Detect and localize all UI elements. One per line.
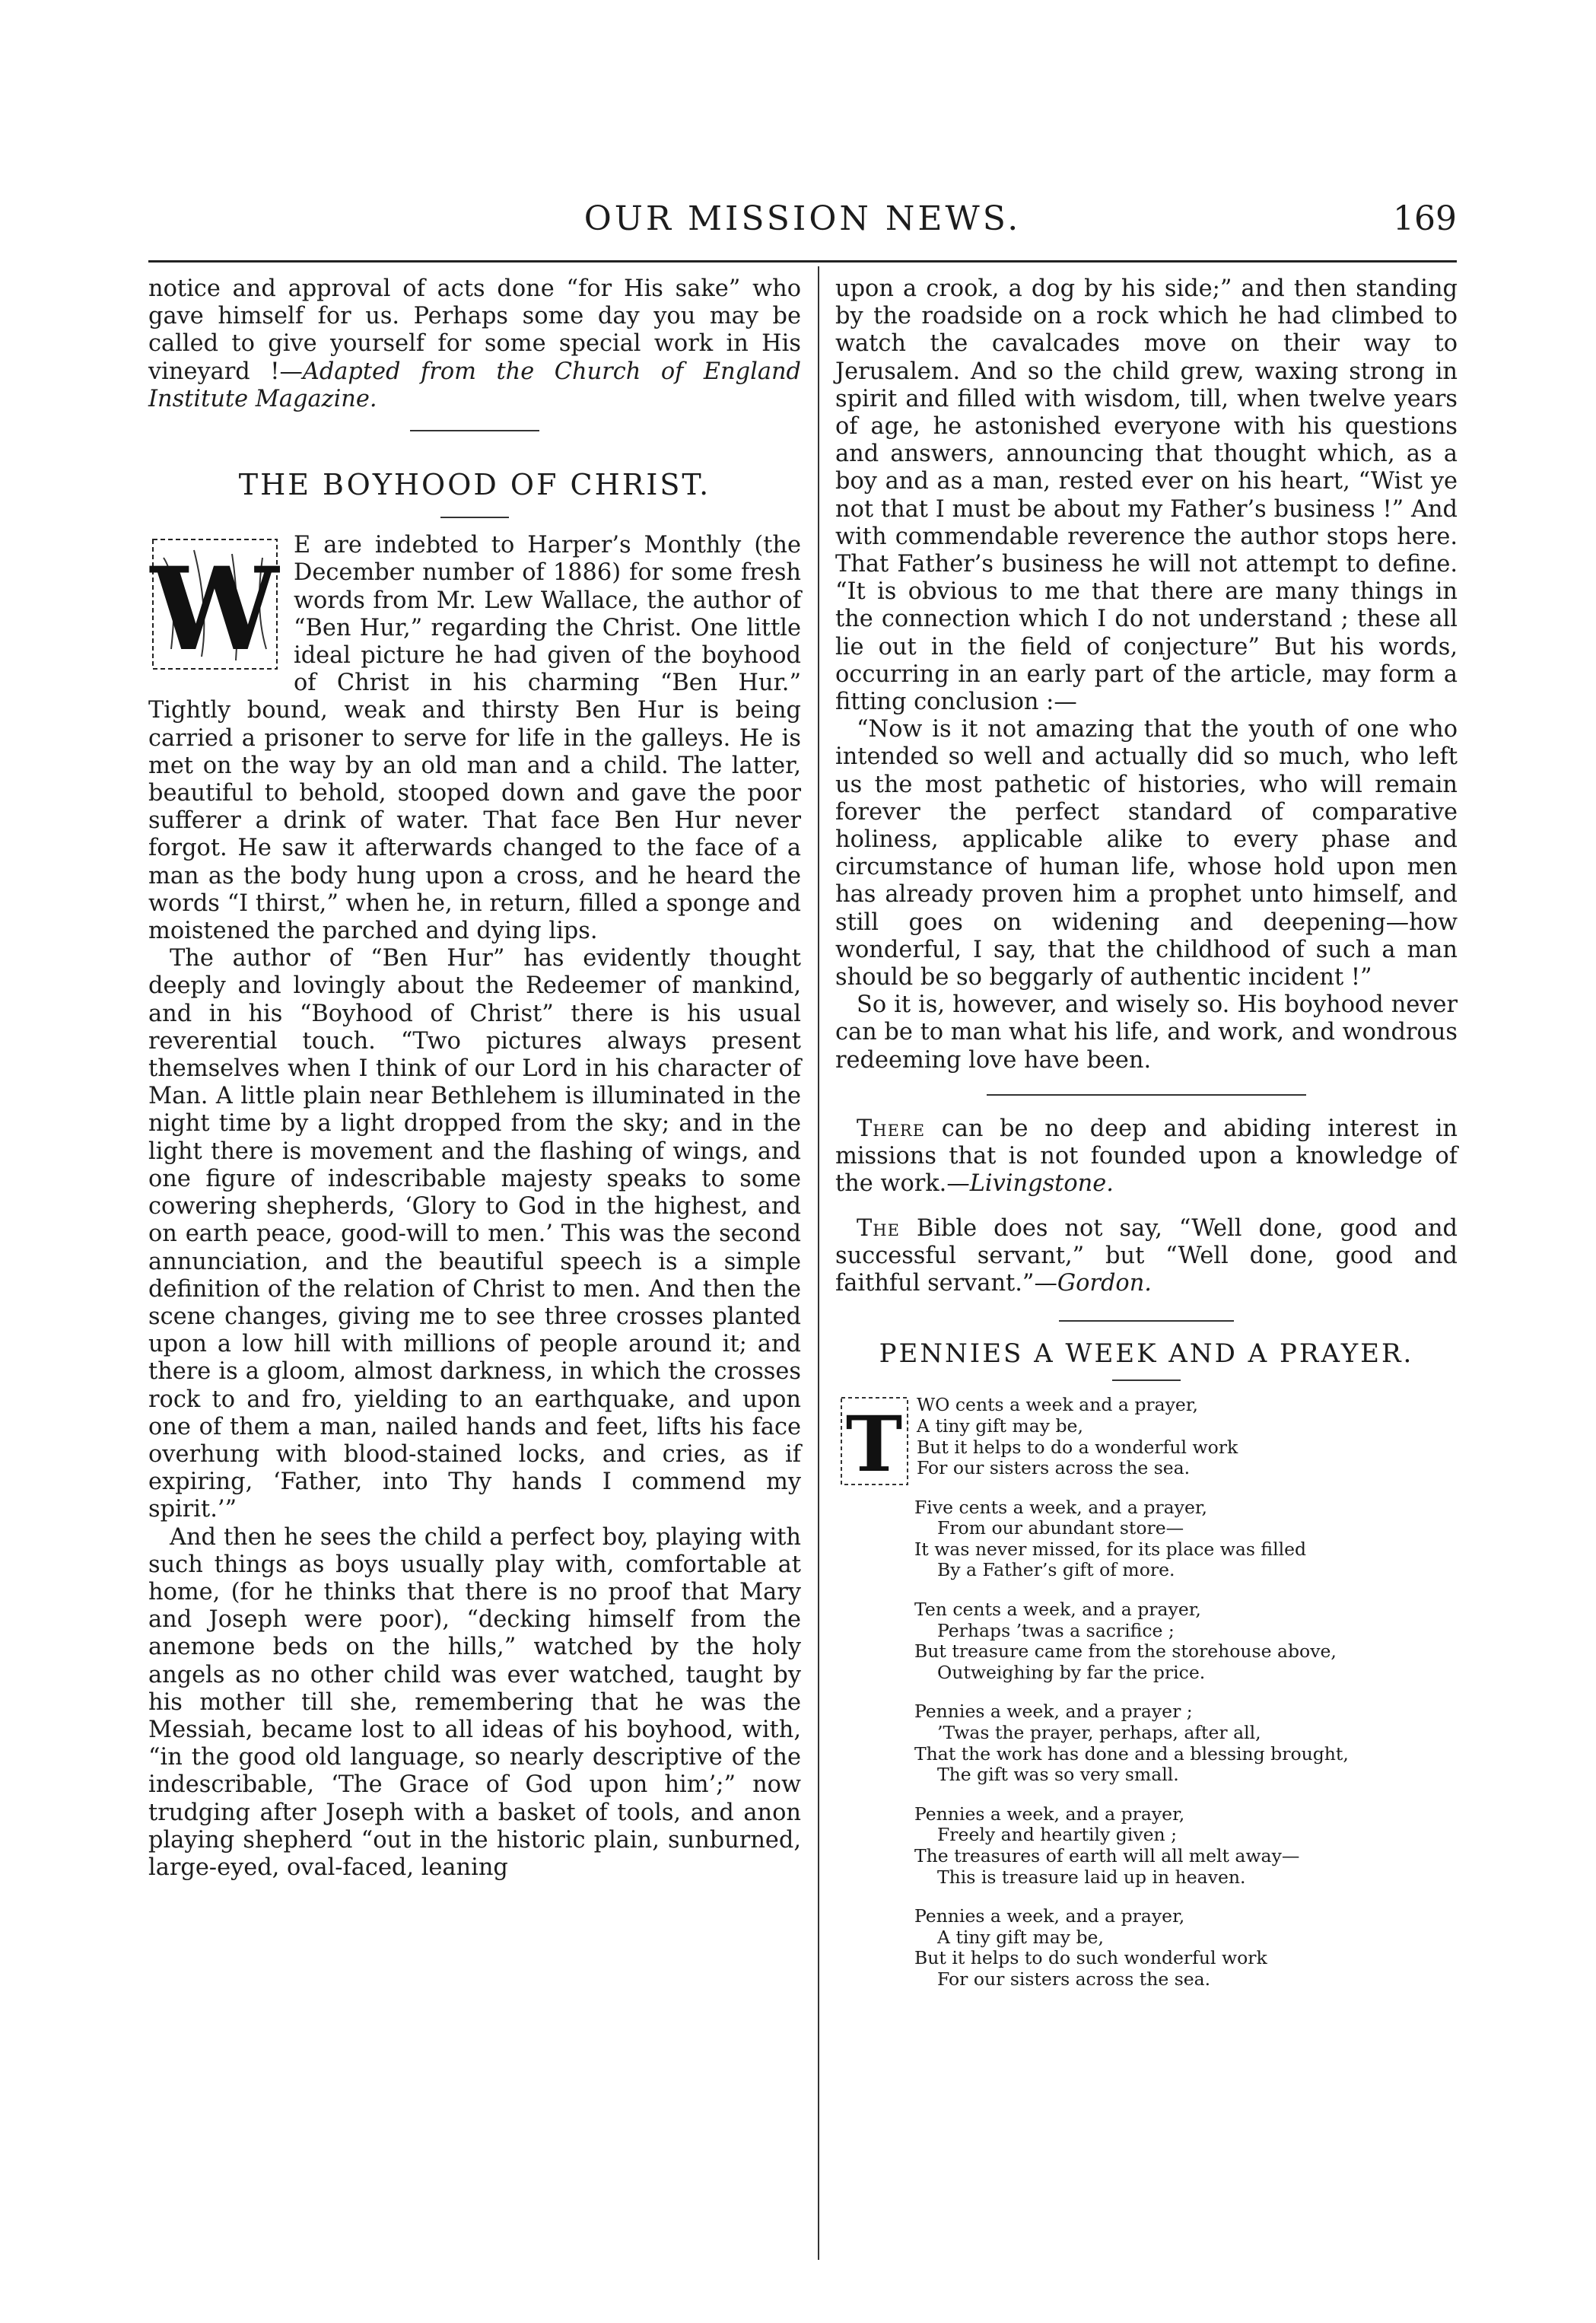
page-header <box>148 199 1457 251</box>
intro-credit: Adapted from the Church of England Institute Magazine. <box>148 358 802 412</box>
poem-line: The gift was so very small. <box>937 1764 1179 1786</box>
intro-text: notice and approval of acts done “for His sake” who gave himself for us. Perhaps some day you may be called to give yourself for some special work in His vineyard !— <box>148 275 801 385</box>
article-title: THE BOYHOOD OF CHRIST. <box>238 468 711 502</box>
poem-line: The treasures of earth will all melt away— <box>914 1845 1300 1866</box>
poem-line: A tiny gift may be, <box>917 1414 1083 1437</box>
dropcap-letter: W <box>150 543 279 674</box>
poem-dropcap <box>838 1395 911 1488</box>
poem-line: For our sisters across the sea. <box>937 1968 1211 1990</box>
dropcap-ornament-icon <box>148 535 281 673</box>
intro-paragraph <box>148 275 801 413</box>
poem-line: A tiny gift may be, <box>937 1926 1104 1948</box>
article-paragraph-2: The author of “Ben Hur” has evidently thought deeply and lovingly about the Redeemer of mankind, and in his “Boyhood of Christ” there is his usual reverential touch. “Two pictures always present themselves when I think of our Lord in his character of Man. A little plain near Bethlehem is illuminated in the night time by a light dropped from the sky; and in the light there is movement and the flashing of wings, and one figure of indescribable majesty speaks to some cowering shepherds, ‘Glory to God in the highest, and on earth peace, good-will to men.’ This was the second annunciation, and the beautiful speech is a simple definition of the relation of Christ to men. And then the scene changes, giving me to see three crosses planted upon a low hill with millions of people around it; and there is a gloom, almost darkness, in which the crosses rock to and fro, yielding to an earthquake, and upon one of them a man, nailed hands and feet, lifts his face overhung with blood-stained locks, and cries, as if expiring, ‘Father, into Thy hands I commend my spirit.’” <box>148 945 801 1523</box>
poem-line: Pennies a week, and a prayer, <box>914 1905 1185 1927</box>
poem-line: For our sisters across the sea. <box>917 1457 1191 1479</box>
poem-stanza <box>835 1701 1458 1785</box>
left-column <box>148 275 801 1882</box>
poem-line: By a Father’s gift of more. <box>937 1559 1175 1581</box>
poem-stanza <box>835 1599 1458 1683</box>
ornamental-dropcap <box>148 535 281 673</box>
poem-line: It was never missed, for its place was filled <box>914 1538 1307 1560</box>
article-paragraph-3: And then he sees the child a perfect boy, playing with such things as boys usually play with, comfortable at home, (for he thinks that there is no proof that Mary and Joseph were poor), “decking himself from the anemone beds on the hills,” watched by the holy angels as no other child was ever watched, taught by his mother till she, remembering that he was the Messiah, became lost to all ideas of his boyhood, with, “in the good old language, so nearly descriptive of the indescribable, ‘The Grace of God upon him’;” now trudging after Joseph with a basket of tools, and anon playing shepherd “out in the historic plain, sunburned, large-eyed, oval-faced, leaning <box>148 1523 801 1881</box>
title-rule <box>440 517 509 518</box>
poem-line: Freely and heartily given ; <box>937 1824 1178 1846</box>
poem-line: That the work has done and a blessing brought, <box>914 1742 1349 1765</box>
gordon-quote <box>835 1215 1458 1298</box>
poem-line: Five cents a week, and a prayer, <box>914 1496 1207 1518</box>
header-rule <box>148 260 1457 263</box>
quote-lead: The <box>857 1214 900 1242</box>
poem-line: But it helps to do a wonderful work <box>917 1436 1238 1458</box>
quote-lead: There <box>857 1115 926 1142</box>
poem-line: Outweighing by far the price. <box>937 1661 1206 1683</box>
closing-paragraph: So it is, however, and wisely so. His boyhood never can be to man what his life, and work, and wondrous redeeming love have been. <box>835 991 1458 1074</box>
column-divider <box>818 266 819 2260</box>
poem-stanza <box>835 1906 1458 1990</box>
poem-line: WO cents a week and a prayer, <box>917 1394 1198 1416</box>
poem-line: Pennies a week, and a prayer ; <box>914 1701 1193 1723</box>
poem-line: Pennies a week, and a prayer, <box>914 1803 1185 1825</box>
poem-stanza <box>835 1804 1458 1888</box>
poem <box>835 1395 1458 1990</box>
poem-line: Ten cents a week, and a prayer, <box>914 1599 1201 1621</box>
poem-line: Perhaps ’twas a sacrifice ; <box>937 1619 1175 1641</box>
quote-paragraph: “Now is it not amazing that the youth of one who intended so well and actually did so much, who left us the most pathetic of histories, who will remain forever the perfect standard of comparative holiness, applicable alike to every phase and circumstance of human life, whose hold upon men has already proven him a prophet unto himself, and still goes on widening and deepening—how wonderful, I say, that the childhood of such a man should be so beggarly of authentic incident !” <box>835 716 1458 991</box>
continued-paragraph: upon a crook, a dog by his side;” and then standing by the roadside on a rock which he had climbed to watch the cavalcades move on their way to Jerusalem. And so the child grew, waxing strong in spirit and filled with wisdom, till, when twelve years of age, he astonished everyone with his questions and answers, announcing that thought which, as a boy and as a man, rested ever on his heart, “Wist ye not that I must be about my Father’s business !” And with commendable reverence the author stops here. That Father’s business he will not attempt to define. “It is obvious to me that there are many things in the connection which I do not understand ; these all lie out in the field of conjecture” But his words, occurring in an early part of the article, may form a fitting conclusion :— <box>835 275 1458 716</box>
quote-text: can be no deep and abiding interest in missions that is not founded upon a knowledge of the work.— <box>835 1115 1458 1198</box>
quote-attribution: Livingstone. <box>969 1170 1114 1198</box>
poem-stanza <box>835 1395 1458 1478</box>
poem-line: But treasure came from the storehouse above, <box>914 1640 1337 1663</box>
quote-attribution: Gordon. <box>1057 1269 1152 1297</box>
poem-title-rule <box>1112 1379 1181 1381</box>
poem-line: ’Twas the prayer, perhaps, after all, <box>937 1722 1261 1744</box>
poem-line: But it helps to do such wonderful work <box>914 1947 1267 1969</box>
poem-rule <box>1059 1320 1234 1322</box>
quote-text: Bible does not say, “Well done, good and successful servant,” but “Well done, good and faithful servant.”— <box>835 1214 1458 1297</box>
page-number: 169 <box>1393 199 1457 238</box>
poem-stanza <box>835 1497 1458 1581</box>
right-column <box>835 275 1458 2009</box>
livingstone-quote <box>835 1115 1458 1198</box>
poem-dropcap-ornament-icon <box>838 1395 911 1488</box>
section-rule <box>410 430 539 431</box>
article-paragraph-1: E are indebted to Harper’s Monthly (the December number of 1886) for some fresh words from Mr. Lew Wallace, the author of “Ben Hur,” regarding the Christ. One little ideal picture he had given of the boyhood of Christ in his charming “Ben Hur.” Tightly bound, weak and thirsty Ben Hur is being carried a prisoner to serve for life in the galleys. He is met on the way by an old man and a child. The latter, beautiful to behold, stooped down and gave the poor sufferer a drink of water. That face Ben Hur never forgot. He saw it afterwards changed to the face of a man as the body hung upon a cross, and he heard the words “I thirst,” when he, in return, filled a sponge and moistened the parched and dying lips. <box>148 532 801 945</box>
poem-dropcap-letter: T <box>845 1399 903 1488</box>
poem-line: From our abundant store— <box>937 1517 1184 1539</box>
quote-rule <box>987 1094 1306 1096</box>
running-title: OUR MISSION NEWS. <box>583 199 1022 238</box>
poem-line: This is treasure laid up in heaven. <box>937 1866 1246 1888</box>
poem-title: PENNIES A WEEK AND A PRAYER. <box>879 1338 1414 1370</box>
